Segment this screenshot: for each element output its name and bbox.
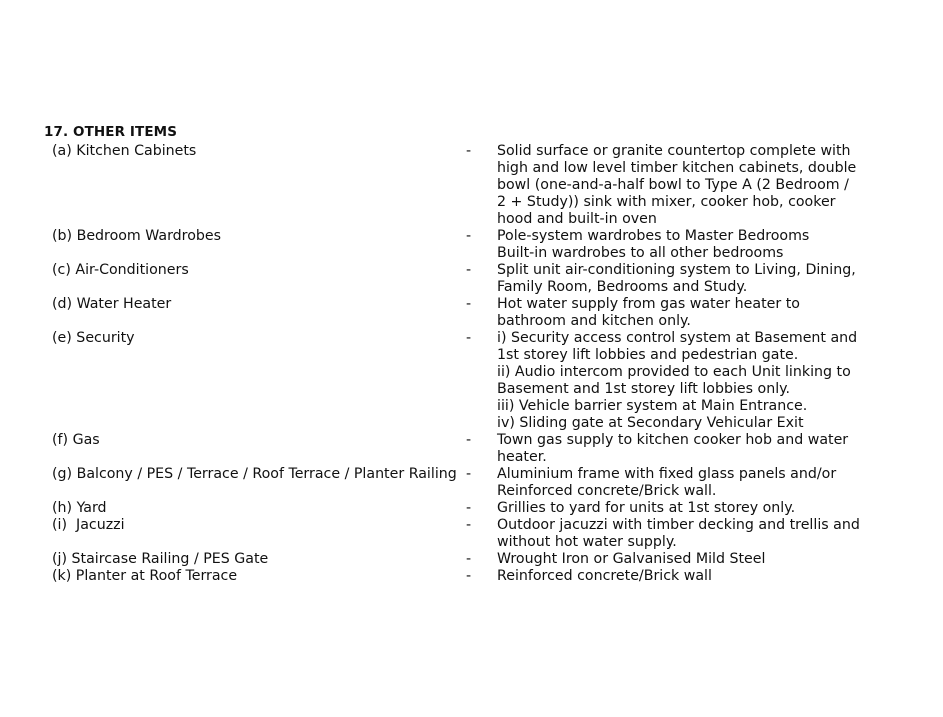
spec-label: (h) Yard xyxy=(52,500,107,516)
spec-label: (j) Staircase Railing / PES Gate xyxy=(52,551,269,567)
spec-dash: - xyxy=(466,568,472,584)
spec-dash: - xyxy=(466,432,472,448)
spec-description xyxy=(497,568,922,585)
spec-list xyxy=(52,143,922,585)
spec-row-balcony-railing xyxy=(52,466,922,500)
spec-row-kitchen-cabinets xyxy=(52,143,922,228)
spec-description xyxy=(497,500,922,517)
spec-dash: - xyxy=(466,262,472,278)
spec-description-line: bathroom and kitchen only. xyxy=(497,313,691,329)
spec-description xyxy=(497,330,922,432)
spec-description-line: Wrought Iron or Galvanised Mild Steel xyxy=(497,551,766,567)
spec-description-line: Family Room, Bedrooms and Study. xyxy=(497,279,748,295)
spec-description-line: Grillies to yard for units at 1st storey only. xyxy=(497,500,796,516)
spec-description xyxy=(497,262,922,296)
spec-row-jacuzzi xyxy=(52,517,922,551)
spec-dash: - xyxy=(466,551,472,567)
spec-description-line: iii) Vehicle barrier system at Main Entrance. xyxy=(497,398,808,414)
spec-row-water-heater xyxy=(52,296,922,330)
spec-description-line: 1st storey lift lobbies and pedestrian gate. xyxy=(497,347,799,363)
spec-description-line: Hot water supply from gas water heater to xyxy=(497,296,800,312)
spec-description-line: hood and built-in oven xyxy=(497,211,657,227)
spec-row-staircase-railing xyxy=(52,551,922,568)
spec-description-line: Reinforced concrete/Brick wall. xyxy=(497,483,717,499)
spec-description xyxy=(497,551,922,568)
spec-description-line: Town gas supply to kitchen cooker hob and water xyxy=(497,432,849,448)
spec-description-line: 2 + Study)) sink with mixer, cooker hob, cooker xyxy=(497,194,836,210)
spec-description xyxy=(497,296,922,330)
spec-description xyxy=(497,517,922,551)
section-title: 17. OTHER ITEMS xyxy=(44,124,178,140)
spec-description-line: Outdoor jacuzzi with timber decking and trellis and xyxy=(497,517,860,533)
spec-description xyxy=(497,432,922,466)
spec-label: (b) Bedroom Wardrobes xyxy=(52,228,221,244)
spec-label: (e) Security xyxy=(52,330,135,346)
spec-label: (i) Jacuzzi xyxy=(52,517,125,533)
spec-description-line: iv) Sliding gate at Secondary Vehicular Exit xyxy=(497,415,804,431)
spec-row-security xyxy=(52,330,922,432)
spec-description xyxy=(497,466,922,500)
spec-label: (g) Balcony / PES / Terrace / Roof Terrace / Planter Railing xyxy=(52,466,457,482)
spec-description-line: Solid surface or granite countertop complete with xyxy=(497,143,851,159)
spec-description-line: Split unit air-conditioning system to Living, Dining, xyxy=(497,262,856,278)
spec-description-line: heater. xyxy=(497,449,547,465)
spec-description-line: Aluminium frame with fixed glass panels and/or xyxy=(497,466,837,482)
spec-description-line: Basement and 1st storey lift lobbies only. xyxy=(497,381,791,397)
spec-description-line: bowl (one-and-a-half bowl to Type A (2 Bedroom / xyxy=(497,177,849,193)
spec-description-line: Built-in wardrobes to all other bedrooms xyxy=(497,245,784,261)
spec-label: (k) Planter at Roof Terrace xyxy=(52,568,238,584)
spec-row-gas xyxy=(52,432,922,466)
spec-label: (d) Water Heater xyxy=(52,296,172,312)
spec-row-air-conditioners xyxy=(52,262,922,296)
spec-description-line: high and low level timber kitchen cabinets, double xyxy=(497,160,857,176)
spec-row-planter-roof-terrace xyxy=(52,568,922,585)
spec-dash: - xyxy=(466,330,472,346)
spec-description xyxy=(497,143,922,228)
spec-description-line: Reinforced concrete/Brick wall xyxy=(497,568,712,584)
spec-label: (c) Air-Conditioners xyxy=(52,262,189,278)
spec-description-line: ii) Audio intercom provided to each Unit linking to xyxy=(497,364,851,380)
spec-description xyxy=(497,228,922,262)
spec-dash: - xyxy=(466,228,472,244)
spec-dash: - xyxy=(466,143,472,159)
spec-dash: - xyxy=(466,517,472,533)
spec-label: (f) Gas xyxy=(52,432,100,448)
spec-description-line: without hot water supply. xyxy=(497,534,677,550)
spec-row-bedroom-wardrobes xyxy=(52,228,922,262)
spec-dash: - xyxy=(466,466,472,482)
spec-dash: - xyxy=(466,296,472,312)
spec-label: (a) Kitchen Cabinets xyxy=(52,143,197,159)
spec-row-yard xyxy=(52,500,922,517)
spec-description-line: Pole-system wardrobes to Master Bedrooms xyxy=(497,228,810,244)
spec-description-line: i) Security access control system at Basement and xyxy=(497,330,858,346)
spec-dash: - xyxy=(466,500,472,516)
